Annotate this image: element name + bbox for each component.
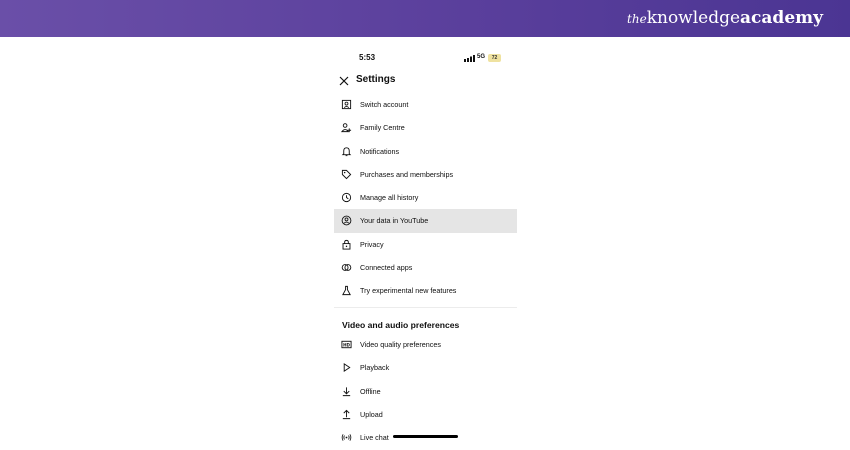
menu-item-switch-account[interactable] xyxy=(334,93,517,116)
menu-item-purchases[interactable] xyxy=(334,163,517,186)
menu-item-connected-apps[interactable] xyxy=(334,256,517,279)
menu-item-offline[interactable] xyxy=(334,380,517,403)
hd-icon xyxy=(341,339,352,350)
menu-item-label: Try experimental new features xyxy=(360,286,457,295)
video-audio-menu xyxy=(334,333,517,449)
user-circle-icon xyxy=(341,215,352,226)
menu-item-family-centre[interactable] xyxy=(334,116,517,139)
lock-icon xyxy=(341,239,352,250)
menu-item-label: Playback xyxy=(360,363,390,373)
menu-item-label: Family Centre xyxy=(360,123,405,133)
section-title: Video and audio preferences xyxy=(342,320,460,330)
family-icon xyxy=(341,122,352,133)
broadcast-icon xyxy=(341,432,352,443)
menu-item-label: Offline xyxy=(360,386,381,396)
menu-item-label: Video quality preferences xyxy=(360,340,441,349)
brand-word-knowledge: knowledge xyxy=(646,8,741,28)
tag-icon xyxy=(341,169,352,180)
brand-word-academy: academy xyxy=(740,8,823,28)
menu-item-label: Privacy xyxy=(360,239,384,249)
battery-indicator: 72 xyxy=(488,54,501,62)
menu-item-privacy[interactable] xyxy=(334,233,517,256)
menu-item-upload[interactable] xyxy=(334,403,517,426)
menu-item-label: Live chat xyxy=(360,433,389,442)
phone-screen xyxy=(334,37,517,450)
menu-item-label: Switch account xyxy=(360,100,409,109)
menu-item-label: Manage all history xyxy=(360,193,419,202)
settings-header xyxy=(334,71,517,91)
menu-item-playback[interactable] xyxy=(334,356,517,379)
header-banner xyxy=(0,0,850,37)
signal-icon xyxy=(464,55,476,62)
upload-icon xyxy=(341,409,352,420)
menu-item-your-data[interactable] xyxy=(334,209,517,232)
menu-item-label: Upload xyxy=(360,409,383,419)
svg-text:HD: HD xyxy=(343,342,350,348)
play-icon xyxy=(341,362,352,373)
menu-item-label: Purchases and memberships xyxy=(360,169,454,179)
link-icon xyxy=(341,262,352,273)
menu-item-experimental[interactable] xyxy=(334,279,517,302)
status-time: 5:53 xyxy=(359,53,376,62)
settings-menu xyxy=(334,93,517,302)
menu-item-manage-history[interactable] xyxy=(334,186,517,209)
switch-account-icon xyxy=(341,99,352,110)
close-icon[interactable] xyxy=(337,74,351,88)
download-icon xyxy=(341,386,352,397)
network-type: 5G xyxy=(477,54,486,60)
menu-item-label: Connected apps xyxy=(360,262,413,272)
section-divider xyxy=(334,307,517,308)
page-title: Settings xyxy=(356,74,396,85)
history-icon xyxy=(341,192,352,203)
brand-prefix: the xyxy=(627,12,647,26)
menu-item-video-quality[interactable] xyxy=(334,333,517,356)
flask-icon xyxy=(341,285,352,296)
home-indicator[interactable] xyxy=(393,435,458,438)
menu-item-notifications[interactable] xyxy=(334,140,517,163)
menu-item-label: Your data in YouTube xyxy=(360,216,429,226)
menu-item-label: Notifications xyxy=(360,146,400,156)
bell-icon xyxy=(341,146,352,157)
brand-logo xyxy=(627,8,823,28)
